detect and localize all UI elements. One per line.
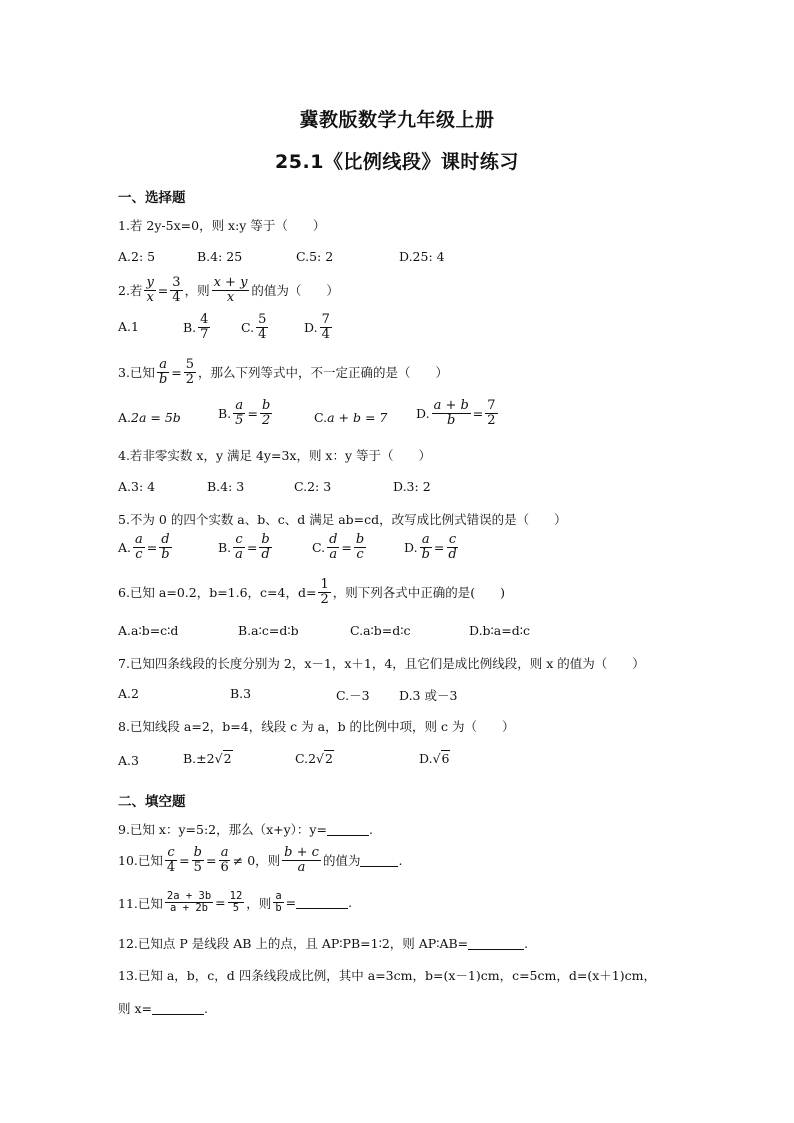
q3-fraction-a-over-b: $\frac{a}{b}$ [158,357,168,387]
q5-option-a: A. $\frac{a}{c}$ = $\frac{d}{b}$ [118,532,170,562]
question-10-stem: 10.已知 $\frac{c}{4}$ = $\frac{b}{5}$ = $\frac{a}{6}$ ≠ 0 ，则 $\frac{b + c}{a}$ 的值为 . [118,845,403,875]
q6-fraction-one-half: $\frac{1}{2}$ [320,577,329,607]
q4-option-b: B.4: 3 [207,479,245,494]
question-6-stem: 6.已知 a=0.2，b=1.6，c=4，d= $\frac{1}{2}$ ，则下列各式中正确的是( ) [118,577,506,607]
q2-fraction-y-over-x: $\frac{y}{x}$ [146,275,154,305]
q5-option-c: C. $\frac{d}{a}$ = $\frac{b}{c}$ [312,532,365,562]
q6-option-c: C.a∶b=d∶c [350,623,411,638]
question-7-stem: 7.已知四条线段的长度分别为 2，x－1，x＋1，4，且它们是成比例线段，则 x 的值为（ ） [118,656,645,671]
q1-option-d: D.25: 4 [399,249,445,264]
q3-option-c: C. a + b = 7 [314,410,388,425]
question-2-stem: 2.若 $\frac{y}{x}$ = $\frac{3}{4}$ ，则 $\frac{x + y}{x}$ 的值为（ ） [118,275,339,305]
q8-option-d: D. √6 [419,751,450,766]
q2-fraction-3-over-4: $\frac{3}{4}$ [172,275,181,305]
question-4-stem: 4.若非零实数 x，y 满足 4y=3x，则 x：y 等于（ ） [118,448,432,463]
question-3-stem: 3.已知 $\frac{a}{b}$ = $\frac{5}{2}$ ，那么下列等式中，不一定正确的是（ ） [118,357,449,387]
worksheet-subtitle: 25.1《比例线段》课时练习 [275,151,519,173]
sqrt-sign-icon: √2 [316,751,333,766]
q8-option-a: A.3 [118,753,139,768]
q4-option-d: D.3: 2 [393,479,431,494]
answer-blank[interactable] [468,937,524,950]
q2-prefix: 2.若 [118,283,143,299]
q1-option-b: B.4: 25 [197,249,243,264]
q4-option-a: A.3: 4 [118,479,156,494]
sqrt-sign-icon: √6 [432,751,450,766]
q2-option-b: B. $\frac{4}{7}$ [183,312,209,342]
q4-option-c: C.2: 3 [294,479,332,494]
question-13-stem: 13.已知 a，b，c，d 四条线段成比例，其中 a=3cm，b=(x－1)cm，c=5cm，d=(x＋1)cm， [118,968,656,983]
sqrt-sign-icon: √2 [214,751,232,766]
q6-option-b: B.a∶c=d∶b [238,623,299,638]
question-9-stem: 9.已知 x：y=5:2，那么（x+y）：y= . [118,821,373,837]
question-8-stem: 8.已知线段 a=2，b=4，线段 c 为 a，b 的比例中项，则 c 为（ ） [118,719,515,734]
q7-option-c: C.－3 [336,688,370,703]
answer-blank[interactable] [360,854,398,867]
q3-option-d: D. $\frac{a + b}{b}$ = $\frac{7}{2}$ [416,398,496,428]
section-heading-choice: 一、选择题 [118,190,186,206]
q2-fraction-x-plus-y-over-x: $\frac{x + y}{x}$ [213,275,248,305]
q5-option-b: B. $\frac{c}{a}$ = $\frac{b}{d}$ [218,532,270,562]
question-5-stem: 5.不为 0 的四个实数 a、b、c、d 满足 ab=cd，改写成比例式错误的是（ ） [118,512,567,527]
answer-blank[interactable] [296,896,348,909]
q1-option-a: A.2: 5 [118,249,156,264]
question-11-stem: 11.已知 $\frac{2a + 3b}{a + 2b}$ = $\frac{12}{5}$ ，则 $\frac{a}{b}$ = . [118,890,353,915]
q2-option-d: D. $\frac{7}{4}$ [304,312,330,342]
q8-option-b: B. ±2 √2 [183,751,232,766]
q3-fraction-5-over-2: $\frac{5}{2}$ [185,357,195,387]
q3-option-a: A. 2a = 5b [118,410,181,425]
q2-option-c: C. $\frac{5}{4}$ [241,312,267,342]
q6-option-d: D.b∶a=d∶c [469,623,530,638]
q5-option-d: D. $\frac{a}{b}$ = $\frac{c}{d}$ [404,532,457,562]
question-1-stem: 1.若 2y-5x=0，则 x:y 等于（ ） [118,218,326,233]
q3-option-b: B. $\frac{a}{5}$ = $\frac{b}{2}$ [218,398,271,428]
worksheet-title: 冀教版数学九年级上册 [299,109,495,131]
q8-option-c: C. 2 √2 [295,751,333,766]
q1-option-c: C.5: 2 [296,249,334,264]
q2-option-a: A.1 [118,319,139,334]
answer-blank[interactable] [327,823,369,836]
q7-option-d: D.3 或－3 [399,688,458,703]
q6-option-a: A.a∶b=c∶d [118,623,179,638]
q7-option-a: A.2 [118,686,139,701]
q7-option-b: B.3 [230,686,252,701]
section-heading-fill-blank: 二、填空题 [118,794,186,810]
question-13-continuation: 则 x= . [118,1000,208,1016]
question-12-stem: 12.已知点 P 是线段 AB 上的点，且 AP∶PB=1∶2，则 AP∶AB= . [118,935,529,951]
answer-blank[interactable] [152,1002,204,1015]
